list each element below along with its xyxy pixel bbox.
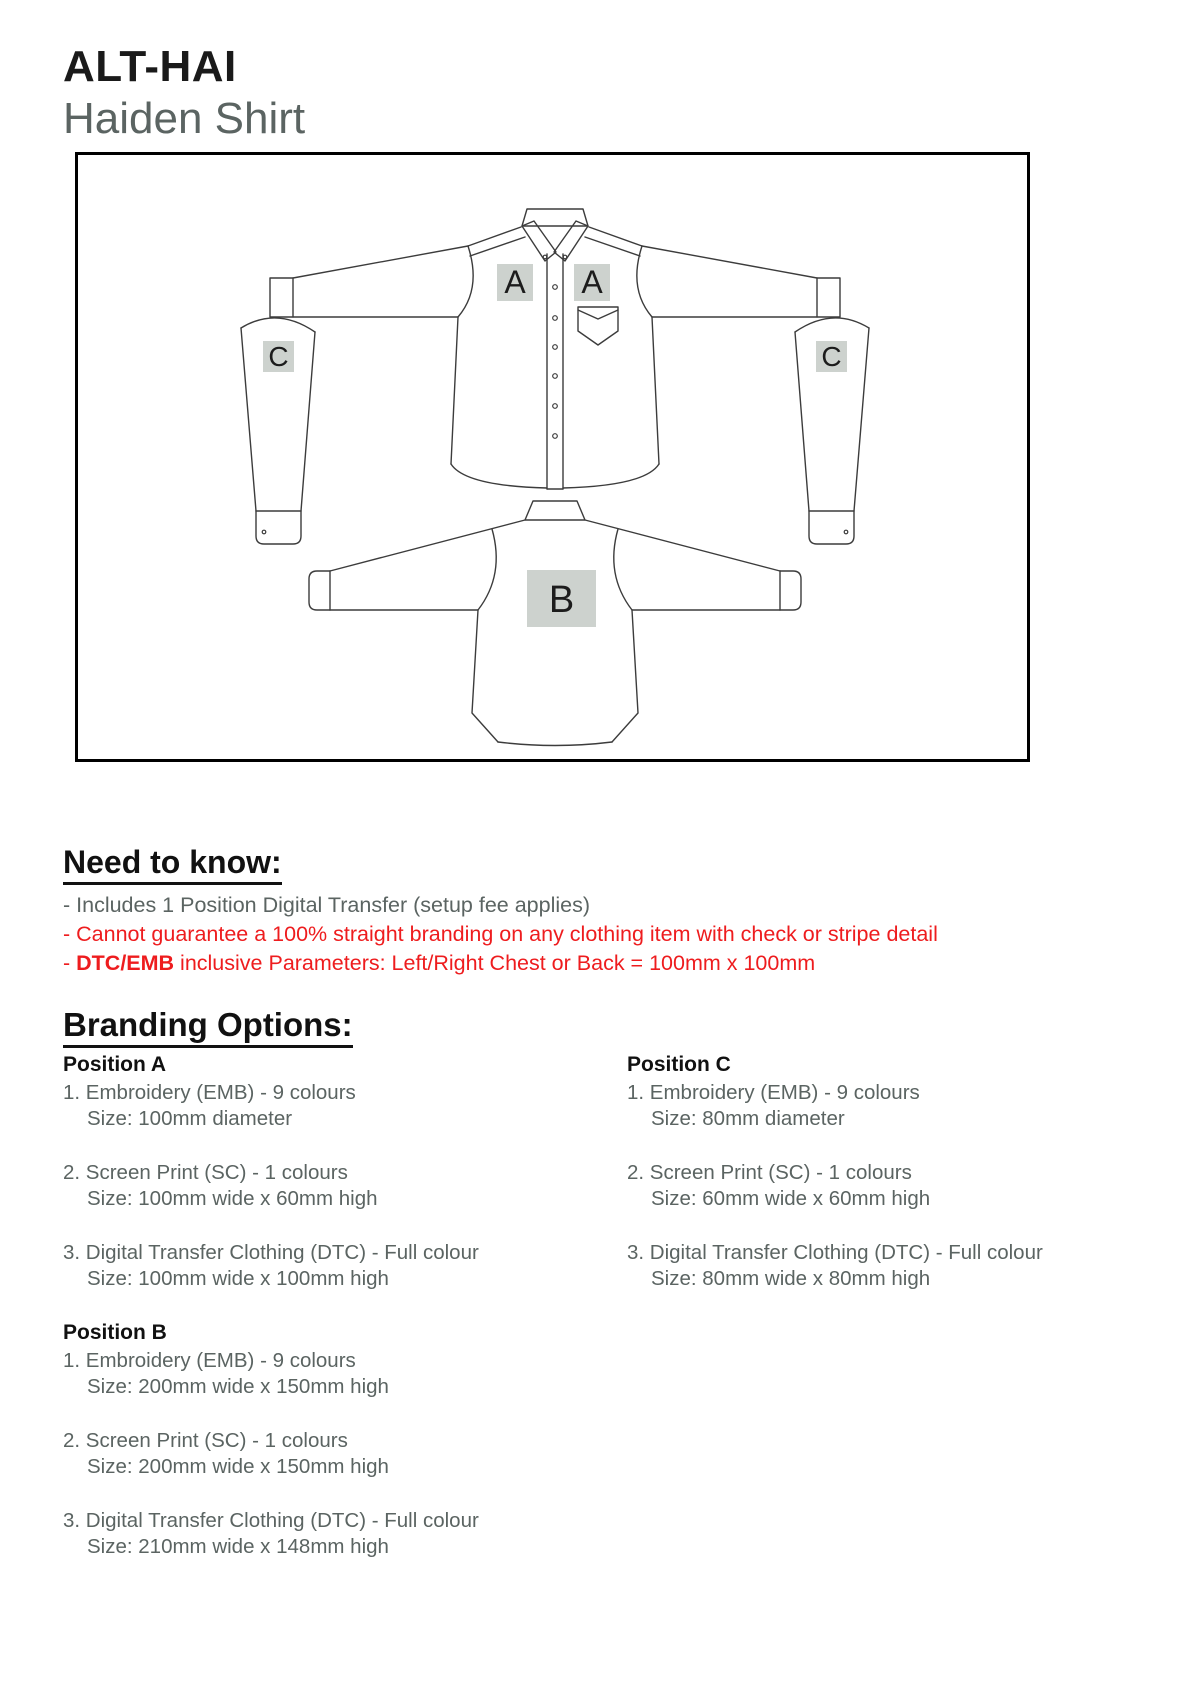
need-to-know-line-1: - Includes 1 Position Digital Transfer (setup fee applies)	[63, 893, 591, 917]
position-a-title: Position A	[63, 1053, 167, 1076]
left-sleeve-drawing	[241, 318, 315, 544]
branding-position-label-a-right: A	[581, 264, 603, 300]
shirt-diagram-svg	[78, 155, 1027, 759]
placket-button	[553, 345, 558, 350]
list-item: 1. Embroidery (EMB) - 9 colours Size: 100mm diameter	[63, 1081, 356, 1130]
position-b-section	[63, 1320, 603, 1560]
list-item: 2. Screen Print (SC) - 1 colours Size: 100mm wide x 60mm high	[63, 1161, 378, 1210]
back-shirt-drawing	[309, 501, 801, 746]
need-to-know-heading: Need to know:	[63, 846, 282, 885]
list-item: 3. Digital Transfer Clothing (DTC) - Full colour Size: 100mm wide x 100mm high	[63, 1241, 479, 1290]
branding-position-label-c-right: C	[821, 341, 842, 372]
shirt-diagram	[75, 152, 1030, 762]
need-to-know-line-3-rest: inclusive Parameters: Left/Right Chest or Back = 100mm x 100mm	[174, 951, 816, 975]
right-sleeve-drawing	[795, 318, 869, 544]
cuff-button	[262, 530, 266, 534]
need-to-know-line-3-prefix: -	[63, 951, 77, 975]
placket-button	[553, 374, 558, 379]
placket-button	[553, 434, 558, 439]
list-item: 2. Screen Print (SC) - 1 colours Size: 200mm wide x 150mm high	[63, 1429, 389, 1478]
product-name: Haiden Shirt	[63, 94, 306, 143]
branding-column-right	[627, 1052, 1167, 1320]
collar-button	[543, 255, 547, 259]
cuff-button	[844, 530, 848, 534]
position-b-title: Position B	[63, 1321, 167, 1344]
branding-position-label-a-left: A	[504, 264, 526, 300]
placket-button	[553, 285, 558, 290]
branding-options-heading: Branding Options:	[63, 1008, 353, 1048]
list-item: 1. Embroidery (EMB) - 9 colours Size: 80mm diameter	[627, 1081, 920, 1130]
list-item: 2. Screen Print (SC) - 1 colours Size: 60mm wide x 60mm high	[627, 1161, 931, 1210]
branding-position-label-c-left: C	[268, 341, 289, 372]
position-c-title: Position C	[627, 1053, 731, 1076]
position-c-section	[627, 1052, 1167, 1292]
collar-button	[563, 255, 567, 259]
branding-column-left	[63, 1052, 603, 1588]
placket-button	[553, 316, 558, 321]
need-to-know-line-3	[63, 951, 815, 975]
list-item: 1. Embroidery (EMB) - 9 colours Size: 200mm wide x 150mm high	[63, 1349, 389, 1398]
list-item: 3. Digital Transfer Clothing (DTC) - Full colour Size: 210mm wide x 148mm high	[63, 1509, 479, 1558]
need-to-know-line-3-bold: DTC/EMB	[76, 951, 175, 975]
position-a-section	[63, 1052, 603, 1292]
placket-button	[553, 404, 558, 409]
branding-position-label-b: B	[548, 579, 575, 621]
front-shirt-drawing	[270, 209, 840, 489]
list-item: 3. Digital Transfer Clothing (DTC) - Full colour Size: 80mm wide x 80mm high	[627, 1241, 1043, 1290]
need-to-know-line-2: - Cannot guarantee a 100% straight branding on any clothing item with check or stripe detail	[63, 922, 938, 946]
product-code: ALT-HAI	[63, 42, 237, 91]
